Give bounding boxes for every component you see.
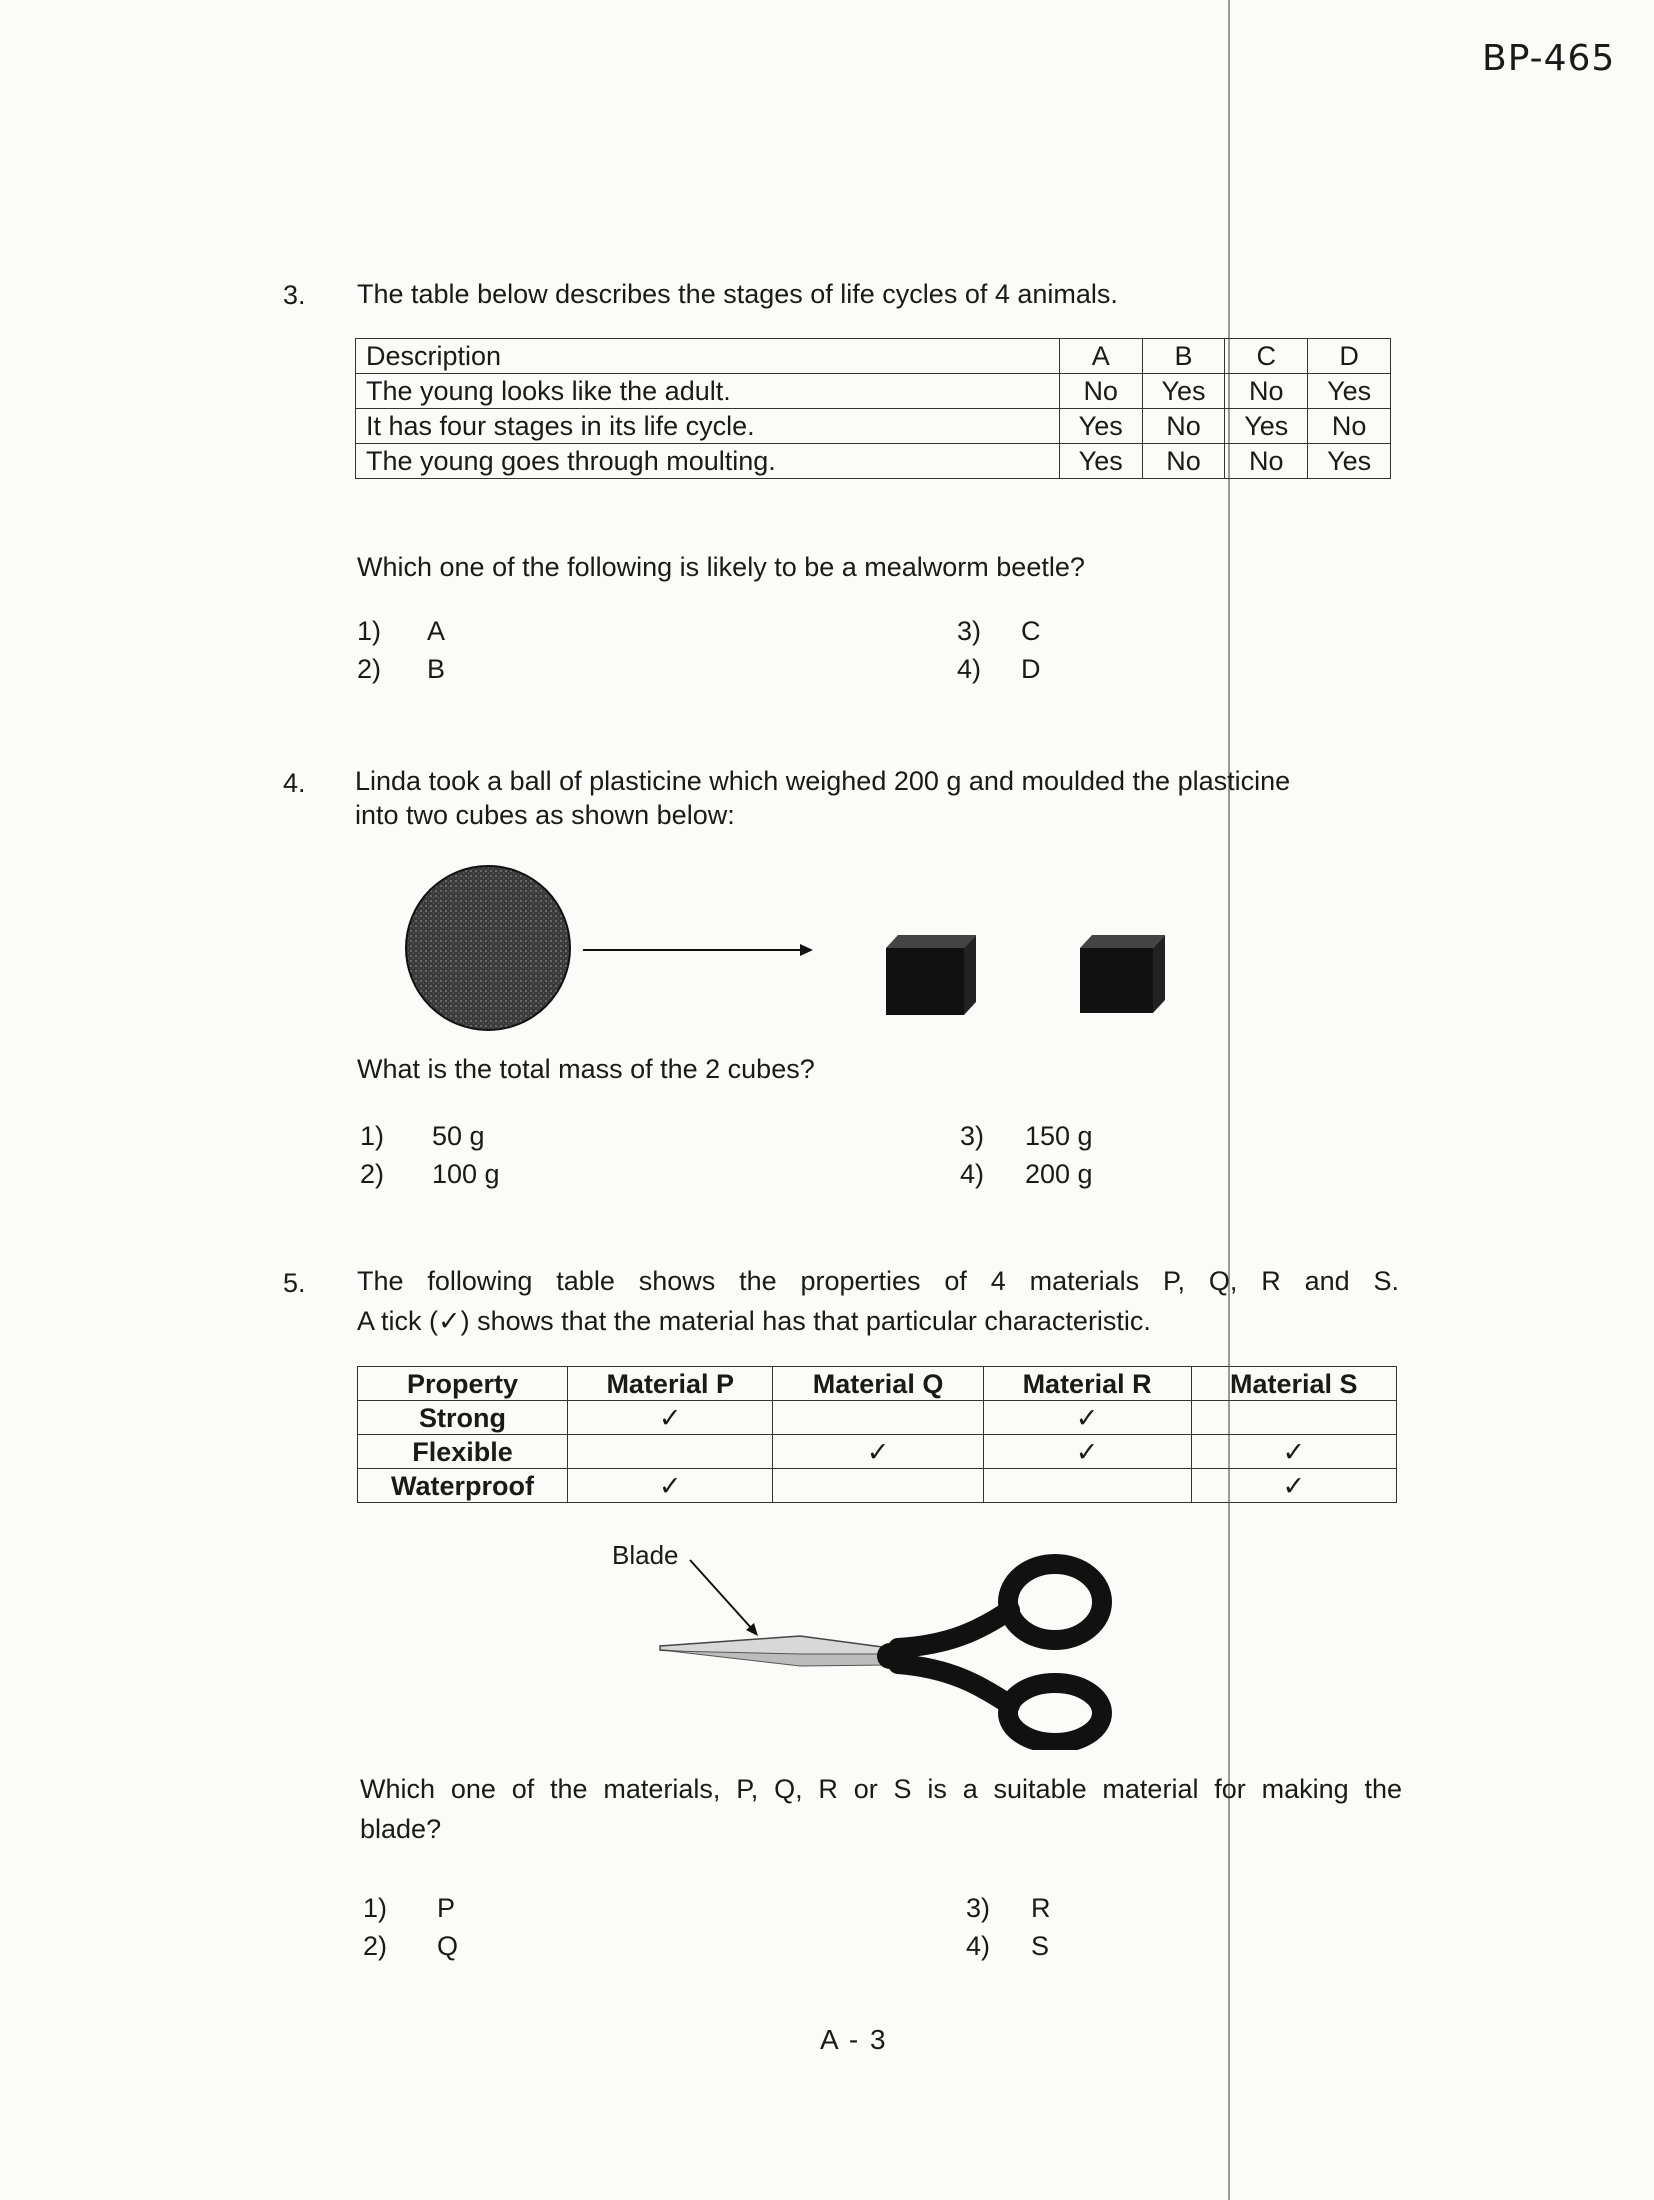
arrow-icon <box>583 944 813 956</box>
q5-option-4[interactable] <box>966 1927 1049 1965</box>
table-cell: Yes <box>1059 444 1142 479</box>
tick-cell <box>773 1469 983 1503</box>
table-header-cell: B <box>1142 339 1225 374</box>
table-header-row <box>356 339 1391 374</box>
table-cell: Yes <box>1308 374 1391 409</box>
table-header-cell: Property <box>358 1367 568 1401</box>
option-value: 50 g <box>432 1121 485 1151</box>
page-number: A - 3 <box>820 2024 888 2055</box>
q5-option-3[interactable] <box>966 1889 1051 1927</box>
pointer-arrow-icon <box>690 1560 758 1636</box>
tick-cell: ✓ <box>983 1401 1191 1435</box>
table-header-cell: Material S <box>1191 1367 1397 1401</box>
table-header-cell: Material P <box>568 1367 773 1401</box>
q4-number: 4. <box>283 768 306 798</box>
table-header-row <box>358 1367 1397 1401</box>
tick-cell <box>1191 1401 1397 1435</box>
tick-cell: ✓ <box>1191 1435 1397 1469</box>
option-value: D <box>1021 654 1041 684</box>
table-cell: Yes <box>1142 374 1225 409</box>
scan-artifact-line <box>1228 0 1230 2200</box>
option-number: 2) <box>360 1159 385 1189</box>
option-value: 150 g <box>1025 1121 1093 1151</box>
table-cell: Waterproof <box>358 1469 568 1503</box>
scissors-icon <box>660 1564 1102 1743</box>
table-cell: No <box>1142 409 1225 444</box>
q3-question: Which one of the following is likely to be a mealworm beetle? <box>357 552 1085 582</box>
table-header-cell: A <box>1059 339 1142 374</box>
table-header-cell: Material Q <box>773 1367 983 1401</box>
option-number: 3) <box>957 616 982 646</box>
q5-materials-table <box>357 1366 1397 1503</box>
tick-cell: ✓ <box>1191 1469 1397 1503</box>
tick-cell: ✓ <box>568 1401 773 1435</box>
plasticine-cube <box>886 935 976 1015</box>
option-number: 2) <box>363 1931 388 1961</box>
q4-option-2[interactable] <box>360 1155 500 1193</box>
table-row <box>358 1469 1397 1503</box>
scissors-diagram <box>650 1550 1170 1750</box>
q5-text-line1: The following table shows the properties of 4 materials P, Q, R and S. <box>357 1266 1399 1296</box>
q3-option-1[interactable] <box>357 612 445 650</box>
plasticine-diagram <box>395 860 1195 1060</box>
option-value: R <box>1031 1893 1051 1923</box>
option-number: 4) <box>957 654 982 684</box>
table-header-cell: Description <box>356 339 1060 374</box>
option-number: 2) <box>357 654 382 684</box>
table-cell: Strong <box>358 1401 568 1435</box>
q5-option-1[interactable] <box>363 1889 455 1927</box>
table-cell: Yes <box>1225 409 1308 444</box>
table-cell: Yes <box>1308 444 1391 479</box>
q3-life-cycle-table <box>355 338 1391 479</box>
q5-question-line1: Which one of the materials, P, Q, R or S is a suitable material for making the <box>360 1774 1402 1804</box>
table-header-cell: C <box>1225 339 1308 374</box>
option-number: 3) <box>966 1893 991 1923</box>
q5-option-2[interactable] <box>363 1927 458 1965</box>
plasticine-ball <box>406 866 570 1030</box>
q5-question-line2: blade? <box>360 1814 442 1844</box>
tick-cell: ✓ <box>568 1469 773 1503</box>
table-header-cell: Material R <box>983 1367 1191 1401</box>
table-cell: No <box>1142 444 1225 479</box>
table-row <box>358 1401 1397 1435</box>
table-cell: No <box>1308 409 1391 444</box>
tick-cell <box>568 1435 773 1469</box>
option-value: S <box>1031 1931 1050 1961</box>
table-row <box>356 409 1391 444</box>
table-cell: No <box>1225 374 1308 409</box>
option-number: 1) <box>363 1893 388 1923</box>
q3-number: 3. <box>283 280 306 310</box>
table-cell: The young looks like the adult. <box>356 374 1060 409</box>
table-cell: Yes <box>1059 409 1142 444</box>
q5-number: 5. <box>283 1268 306 1298</box>
table-row <box>358 1435 1397 1469</box>
table-cell: It has four stages in its life cycle. <box>356 409 1060 444</box>
tick-cell <box>773 1401 983 1435</box>
option-value: P <box>437 1893 456 1923</box>
option-number: 4) <box>960 1159 985 1189</box>
table-cell: The young goes through moulting. <box>356 444 1060 479</box>
q4-option-4[interactable] <box>960 1155 1093 1193</box>
option-value: 200 g <box>1025 1159 1093 1189</box>
option-number: 1) <box>360 1121 385 1151</box>
table-cell: Flexible <box>358 1435 568 1469</box>
tick-cell <box>983 1469 1191 1503</box>
q5-text-line2: A tick (✓) shows that the material has that particular characteristic. <box>357 1306 1151 1336</box>
plasticine-cube <box>1080 935 1165 1013</box>
tick-cell: ✓ <box>983 1435 1191 1469</box>
q3-option-2[interactable] <box>357 650 445 688</box>
option-number: 1) <box>357 616 382 646</box>
option-value: Q <box>437 1931 459 1961</box>
blade-label: Blade <box>612 1540 679 1570</box>
q4-text-line1: Linda took a ball of plasticine which weighed 200 g and moulded the plasticine <box>355 766 1291 796</box>
table-cell: No <box>1059 374 1142 409</box>
option-number: 3) <box>960 1121 985 1151</box>
option-value: 100 g <box>432 1159 500 1189</box>
option-number: 4) <box>966 1931 991 1961</box>
q4-option-3[interactable] <box>960 1117 1093 1155</box>
table-row <box>356 374 1391 409</box>
option-value: C <box>1021 616 1041 646</box>
q4-text-line2: into two cubes as shown below: <box>355 800 735 830</box>
q3-option-4[interactable] <box>957 650 1041 688</box>
option-value: B <box>427 654 446 684</box>
q3-option-3[interactable] <box>957 612 1041 650</box>
q4-option-1[interactable] <box>360 1117 485 1155</box>
tick-cell: ✓ <box>773 1435 983 1469</box>
table-cell: No <box>1225 444 1308 479</box>
option-value: A <box>427 616 446 646</box>
table-row <box>356 444 1391 479</box>
q3-text: The table below describes the stages of life cycles of 4 animals. <box>357 279 1118 309</box>
paper-code: BP-465 <box>1482 38 1616 79</box>
table-header-cell: D <box>1308 339 1391 374</box>
q4-question: What is the total mass of the 2 cubes? <box>357 1054 815 1084</box>
